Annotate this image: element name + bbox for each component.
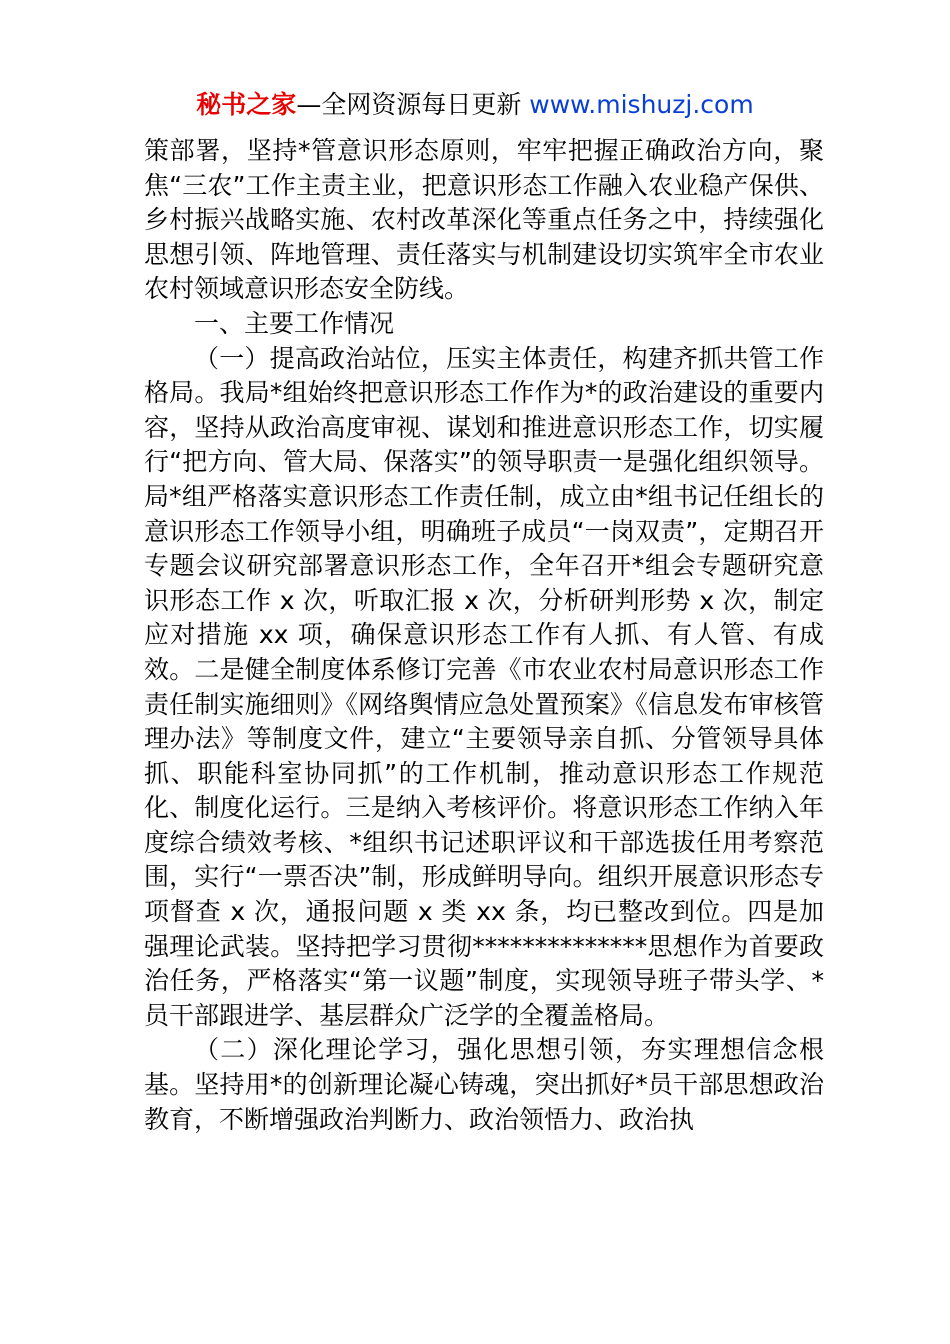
paragraph-continuation: 策部署，坚持*管意识形态原则，牢牢把握正确政治方向，聚焦“三农”工作主责主业，把意识形态工作融入农业稳产保供、乡村振兴战略实施、农村改革深化等重点任务之中，持续强化思想引领、阵地管理、责任落实与机制建设切实筑牢全市农业农村领域意识形态安全防线。 (144, 136, 824, 304)
section-heading: 一、主要工作情况 (194, 308, 395, 338)
paragraph-section-2: （二）深化理论学习，强化思想引领，夯实理想信念根基。坚持用*的创新理论凝心铸魂，突出抓好*员干部思想政治教育，不断增强政治判断力、政治领悟力、政治执 (144, 1035, 824, 1134)
header-tagline: —全网资源每日更新 (296, 90, 530, 119)
page-header (0, 88, 950, 122)
document-body (144, 134, 824, 1137)
paragraph-section-1: （一）提高政治站位，压实主体责任，构建齐抓共管工作格局。我局*组始终把意识形态工作作为*的政治建设的重要内容，坚持从政治高度审视、谋划和推进意识形态工作，切实履行“把方向、管大局、保落实”的领导职责一是强化组织领导。局*组严格落实意识形态工作责任制，成立由*组书记任组长的意识形态工作领导小组，明确班子成员“一岗双责”，定期召开专题会议研究部署意识形态工作，全年召开*组会专题研究意识形态工作 x 次，听取汇报 x 次，分析研判形势 x 次，制定应对措施 xx 项，确保意识形态工作有人抓、有人管、有成效。二是健全制度体系修订完善《市农业农村局意识形态工作责任制实施细则》《网络舆情应急处置预案》《信息发布审核管理办法》等制度文件，建立“主要领导亲自抓、分管领导具体抓、职能科室协同抓”的工作机制，推动意识形态工作规范化、制度化运行。三是纳入考核评价。将意识形态工作纳入年度综合绩效考核、*组织书记述职评议和干部选拔任用考察范围，实行“一票否决”制，形成鲜明导向。组织开展意识形态专项督查 x 次，通报问题 x 类 xx 条，均已整改到位。四是加强理论武装。坚持把学习贯彻**************思想作为首要政治任务，严格落实“第一议题”制度，实现领导班子带头学、*员干部跟进学、基层群众广泛学的全覆盖格局。 (144, 343, 824, 1030)
header-site-link[interactable]: www.mishuzj.com (529, 90, 754, 119)
header-brand: 秘书之家 (196, 90, 297, 119)
